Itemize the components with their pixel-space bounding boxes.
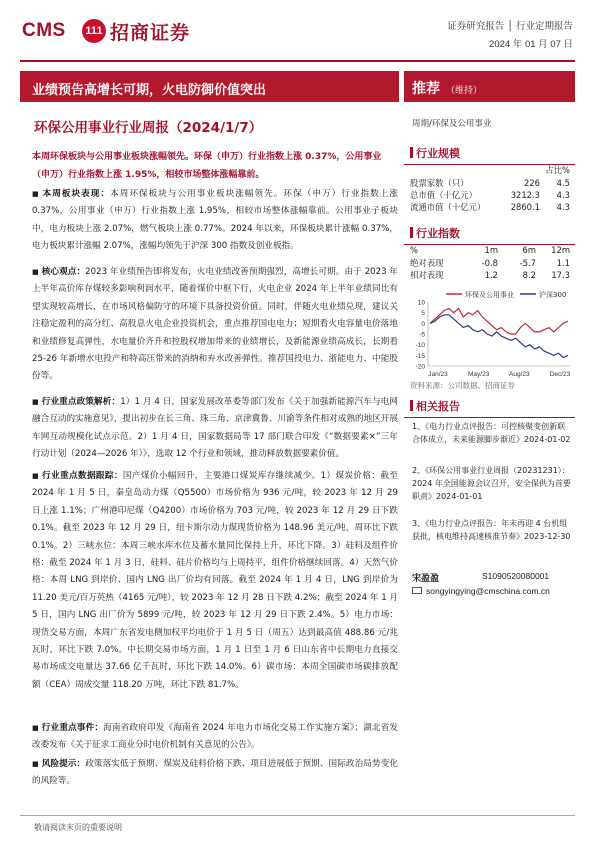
index-section-title [404, 225, 575, 245]
x-tick-label: May/23 [468, 371, 490, 378]
table-cell [410, 164, 502, 176]
y-tick-label: 10 [417, 299, 425, 307]
table-row [410, 201, 570, 213]
table-row [410, 189, 570, 201]
scale-title-text: 行业规模 [416, 147, 460, 160]
chart-source-note: 资料来源：公司数据、招商证券 [410, 381, 515, 390]
para-data-tracking [32, 468, 398, 694]
x-axis [428, 366, 571, 378]
chart-legend [446, 290, 566, 299]
table-cell: 1.1 [556, 257, 570, 268]
report-subtitle: 环保公用事业行业周报（2024/1/7） [34, 120, 263, 136]
recommendation-label: 推荐 [412, 81, 440, 97]
table-cell: -0.8 [481, 257, 498, 268]
y-tick-label: 0 [421, 320, 425, 328]
table-cell: 4.3 [556, 202, 570, 213]
y-axis [416, 300, 428, 371]
para-body: 海南省政府印发《海南省 2024 年电力市场化交易工作实施方案》；湖北省发改委发布《关于征求工商业分时电价机制有关意见的公告》。 [32, 723, 398, 751]
legend-label-series-1: 沪深300 [539, 291, 567, 299]
x-tick-label: Jan/23 [428, 371, 448, 378]
related-section-title [404, 398, 575, 418]
logo-cn: 招商证券 [110, 22, 191, 44]
mail-icon [412, 587, 422, 594]
para-heading: 风险提示： [41, 759, 86, 769]
para-heading: 行业重点数据跟踪： [42, 471, 123, 481]
table-cell: 总市值（十亿元） [410, 189, 477, 200]
report-date: 2024 年 01 月 07 日 [489, 39, 573, 50]
analyst-name: 宋盈盈 [412, 574, 440, 584]
y-tick-label: -20 [415, 363, 425, 371]
series-line-1 [430, 315, 568, 358]
related-report-link[interactable]: 2、《环保公用事业行业周报（20231231）：2024 年全国能源会议召开，安全保供为首要职责》2024-01-01 [412, 466, 571, 502]
analyst-email-link[interactable]: songyingying@cmschina.com.cn [426, 586, 550, 596]
table-cell: 4.5 [556, 177, 570, 188]
table-row [410, 164, 570, 176]
logo-cms: CMS [22, 20, 66, 41]
legend-label-series-0: 环保及公用事业 [465, 291, 514, 299]
table-cell: % [410, 245, 418, 256]
y-tick-label: -10 [415, 342, 425, 350]
x-tick-label: Aug/23 [509, 371, 530, 378]
table-cell: 17.3 [551, 269, 570, 280]
para-body: 本周环保板块与公用事业板块涨幅领先。环保（申万）行业指数上涨 0.37%，公用事业（申万）行业指数上涨 1.95%，相较市场整体涨幅靠前。公用事业子板块中，电力板块上涨 2.07%，燃气板块上涨 0.77%。2024 年以来，环保板块累计涨幅 0.37%，电力板块累计涨幅 2.07%，涨幅均领先于沪深 300 指数及创业板指。 [32, 189, 398, 252]
index-table [410, 244, 570, 281]
para-heading: 核心观点： [41, 267, 86, 277]
para-sector-performance [32, 186, 398, 256]
report-headline: 业绩预告高增长可期，火电防御价值突出 [32, 83, 267, 98]
table-cell [502, 164, 540, 176]
table-cell: 6m [522, 245, 536, 256]
section-marker [410, 227, 413, 238]
header-divider [20, 60, 575, 62]
table-cell: 3212.3 [510, 189, 540, 200]
table-cell: 占比% [545, 165, 570, 176]
y-tick-label: -5 [419, 331, 425, 339]
table-row [410, 244, 570, 256]
table-cell: 4.3 [556, 189, 570, 200]
section-marker [410, 400, 413, 411]
summary-highlight: 本周环保板块与公用事业板块涨幅领先。环保（申万）行业指数上涨 0.37%，公用事业（申万）行业指数上涨 1.95%，相较市场整体涨幅靠前。 [32, 152, 382, 180]
para-events [32, 720, 398, 755]
table-cell: 1.2 [484, 269, 498, 280]
table-cell: 1m [484, 245, 498, 256]
para-risk [32, 756, 398, 791]
recommendation-sub: （维持） [446, 86, 483, 96]
para-body: 政策落实低于预期、煤炭及硅料价格下跌、项目进展低于预期、国际政治局势变化的风险等。 [32, 759, 398, 787]
table-row [410, 269, 570, 281]
industry-category: 周期/环保及公用事业 [412, 119, 492, 129]
para-body: 国产煤价小幅回升，主要港口煤炭库存继续减少。1）煤炭价格：截至 2024 年 1 月 5 日，秦皇岛动力煤（Q5500）市场价格为 936 元/吨，较 2023 年 12 月 29 日上涨 1.1%；广州港印尼煤（Q4200）市场价格为 703 元/吨，较 2023 年 12 月 29 日下跌 0.1%。截至 2023 年 12 月 29 日，纽卡斯尔动力煤现货价格为 148.96 美元/吨，周环比下跌 0.1%。2）三峡水位：本周三峡水库水位及蓄水量同比保持上升，环比下降。3）硅料及组件价格：截至 2024 年 1 月 3 日，硅料、硅片价格均与上周持平，组件价格继续回落。4）天然气价格：本周 LNG 到岸价、国内 LNG 出厂价均有回落。截至 2024 年 1 月 4 日，LNG 到岸价为 11.20 美元/百万英热（4165 元/吨），较 2023 年 12 月 28 日下跌 4.2%；截至 2024 年 1 月 5 日，国内 LNG 出厂价为 5899 元/吨，较 2023 年 12 月 29 日下跌 2.4%。5）电力市场：现货交易方面，本周广东省发电侧加权平均电价于 1 月 5 日（周五）达到最高值 488.86 元/兆瓦时，环比下跌 7.0%。中长期交易市场方面，1 月 1 日至 1 月 6 日山东省中长期电力直接交易市场成交电量达 37.66 亿千瓦时，环比下跌 14.0%。6）碳市场：本周全国碳市场碳排放配额（CEA）周成交量 118.20 万吨，环比下跌 81.7%。 [32, 471, 398, 690]
y-tick-label: -15 [415, 352, 425, 360]
table-cell: 12m [551, 245, 570, 256]
para-heading: 行业重点事件： [41, 723, 104, 733]
table-cell: 相对表现 [410, 269, 444, 280]
para-heading: 本周板块表现： [42, 189, 111, 199]
scale-section-title [404, 145, 575, 165]
scale-table [410, 164, 570, 214]
table-cell: 8.2 [522, 269, 536, 280]
logo-badge-icon: 111 [82, 19, 106, 43]
related-title-text: 相关报告 [416, 400, 460, 413]
table-cell: 流通市值（十亿元） [410, 202, 486, 213]
index-line-chart [404, 288, 575, 380]
para-core-view [32, 264, 398, 386]
y-tick-label: 5 [421, 310, 425, 318]
related-report-link[interactable]: 1、《电力行业点评报告：可控核聚变创新联合体成立，未来能源脚步渐近》2024-01-02 [412, 422, 571, 445]
x-tick-label: Dec/23 [549, 371, 571, 378]
report-category: 证券研究报告 │ 行业定期报告 [447, 21, 573, 32]
index-title-text: 行业指数 [416, 227, 460, 240]
para-body: 1）1 月 4 日，国家发展改革委等部门发布《关于加强新能源汽车与电网融合互动的实施意见》，提出初步在长三角、珠三角、京津冀鲁、川渝等条件相对成熟的地区开展车网互动规模化试点示范。2）1 月 4 日，国家数据局等 17 部门联合印发《“数据要素×”三年行动计划（2024—2026 年）》，选取 12 个行业和领域，推动释放数据要素价值。 [32, 397, 398, 460]
table-row [410, 176, 570, 188]
table-cell: 2860.1 [510, 202, 540, 213]
para-policy [32, 394, 398, 464]
analyst-license-id: S1090520080001 [482, 571, 550, 581]
para-heading: 行业重点政策解析： [41, 397, 121, 407]
para-body: 2023 年业绩预告即将发布，火电业绩改善预期强烈，高增长可期。由于 2023 年上半年高价库存煤较多影响利润水平，随着煤价中枢下行，火电企业 2024 年上半年业绩同比有望实现较高增长，在市场风格偏防守的环境下具备投资价值。同时，伴随火电业绩兑现，建议关注稳定盈利的高分红、高股息火电企业投资机会，重点推荐国电电力；短期看火电容量电价落地和业绩修复高弹性，水电量价齐升和控股权增加带来的业绩增长，及新能源业绩高成长，长期看 25-26 年新增水电投产和特高压带来的消纳和弃水改善弹性。推荐国投电力、浙能电力、中能股份等。 [32, 267, 398, 382]
table-cell: 绝对表现 [410, 257, 444, 268]
footer-disclaimer: 敬请阅读末页的重要说明 [34, 823, 122, 832]
series-line-0 [430, 308, 568, 334]
table-cell: 226 [524, 177, 540, 188]
related-report-link[interactable]: 3、《电力行业点评报告：年末再迎 4 台机组获批，核电维持高速核准节奏》2023-12-30 [412, 519, 571, 542]
footer-divider [20, 815, 575, 816]
plot-area [430, 308, 568, 357]
section-marker [410, 147, 413, 158]
table-cell: -5.7 [519, 257, 536, 268]
table-cell: 股票家数（只） [410, 177, 469, 188]
table-row [410, 256, 570, 268]
